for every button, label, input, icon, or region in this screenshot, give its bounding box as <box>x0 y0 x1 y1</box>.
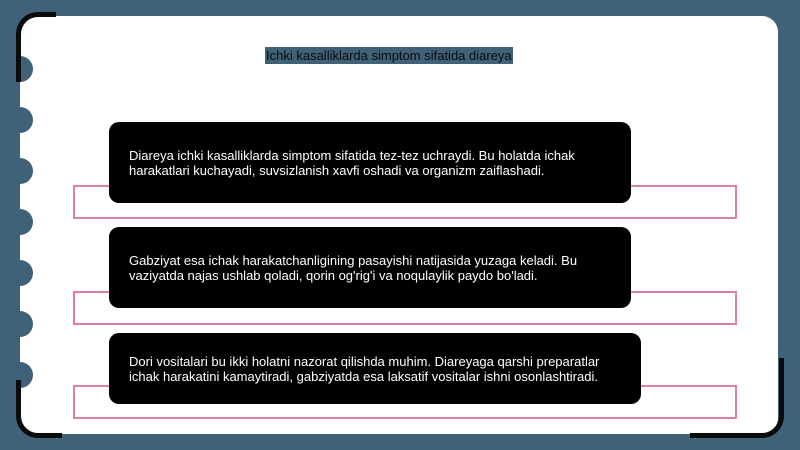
corner-bracket-bottom-left <box>16 380 62 438</box>
binder-hole <box>7 260 33 286</box>
binder-hole <box>7 209 33 235</box>
card-text: Gabziyat esa ichak harakatchanligining pasayishi natijasida yuzaga keladi. Bu vaziyatda najas ushlab qoladi, qorin og'rig'i va noqulaylik paydo bo'ladi. <box>129 252 578 283</box>
slide-title: Ichki kasalliklarda simptom sifatida diareya <box>266 48 512 63</box>
card-text: Dori vositalari bu ikki holatni nazorat qilishda muhim. Diareyaga qarshi preparatlar ichak harakatini kamaytiradi, gabziyatda esa laksatif vositalar ishni osonlashtiradi. <box>129 353 600 384</box>
binder-hole <box>7 311 33 337</box>
text-card-constipation <box>109 227 631 308</box>
text-card-medication <box>109 333 641 404</box>
corner-bracket-top-left <box>16 12 56 82</box>
binder-hole <box>7 158 33 184</box>
text-card-diarrhea <box>109 122 631 203</box>
binder-hole <box>7 107 33 133</box>
card-text: Diareya ichki kasalliklarda simptom sifatida tez-tez uchraydi. Bu holatda ichak harakatlari kuchayadi, suvsizlanish xavfi oshadi va organizm zaiflashadi. <box>129 147 575 178</box>
